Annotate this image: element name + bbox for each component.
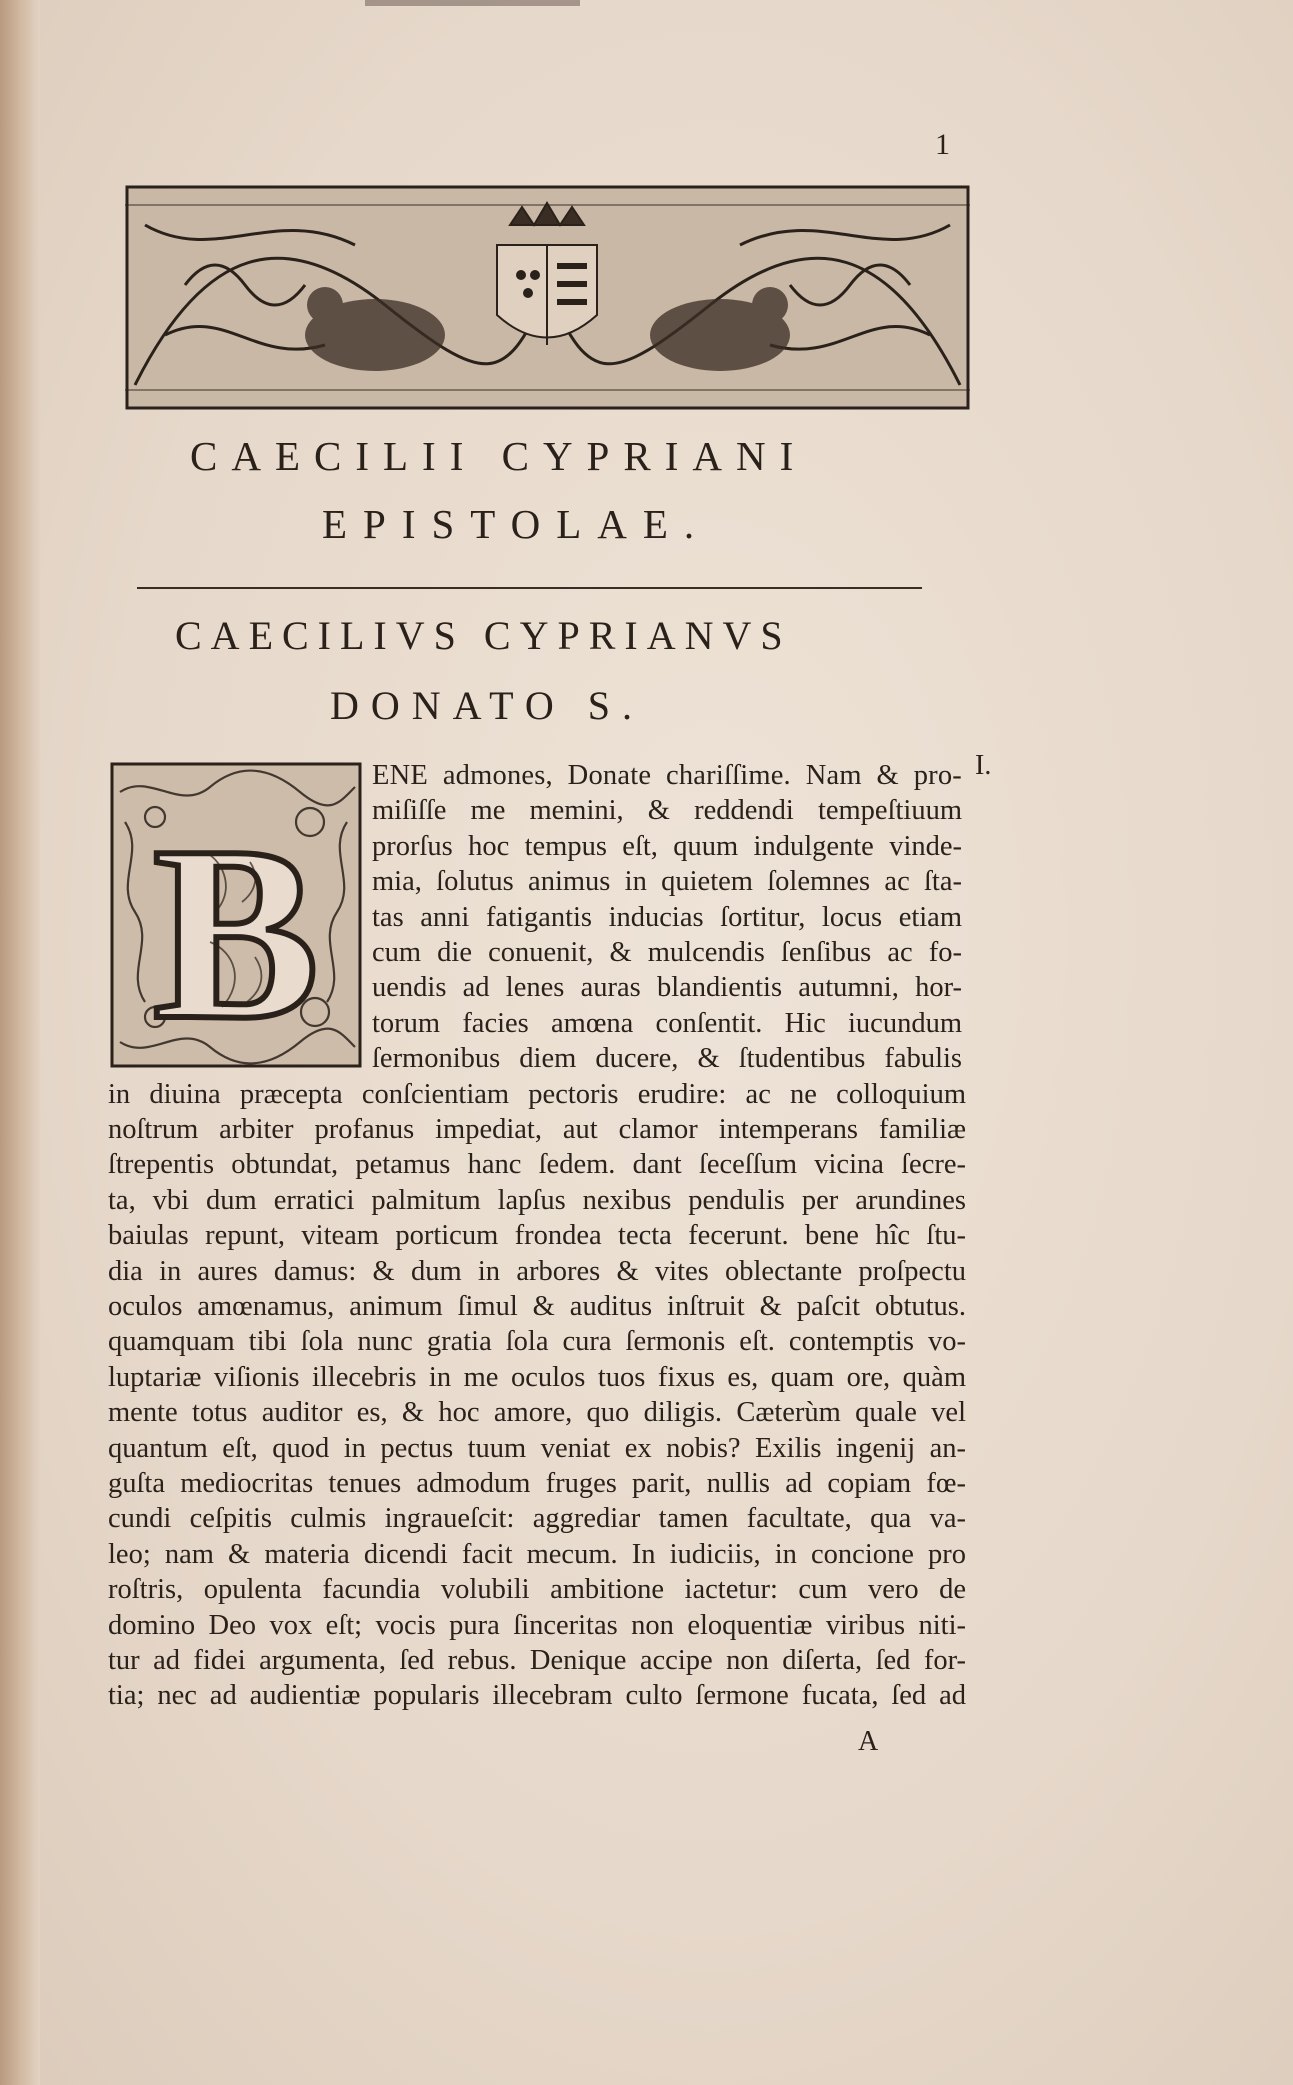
- text-line: ſtrepentis obtundat, petamus hanc ſedem. dant ſeceſſum vicina ſecre-: [108, 1149, 966, 1181]
- text-line: quantum eſt, quod in pectus tuum veniat ex nobis? Exilis ingenij an-: [108, 1432, 966, 1464]
- text-line: cum die conuenit, & mulcendis ſenſibus ac fo-: [372, 937, 962, 968]
- text-line: roſtris, opulenta facundia volubili ambitione iactetur: cum vero de: [108, 1574, 966, 1606]
- letter-heading-line-1: CAECILIVS CYPRIANVS: [175, 613, 792, 658]
- page-gutter-shadow: [0, 0, 40, 2085]
- initial-letter: B: [152, 795, 320, 1068]
- letter-heading-line-2: DONATO S.: [330, 683, 644, 728]
- text-line: in diuina præcepta conſcientiam pectoris erudire: ac ne colloquium: [108, 1078, 966, 1110]
- text-line: ſermonibus diem ducere, & ſtudentibus fabulis: [372, 1043, 962, 1075]
- text-line: torum facies amœna conſentit. Hic iucundum: [372, 1007, 962, 1039]
- text-line: guſta mediocritas tenues admodum fruges parit, nullis ad copiam fœ-: [108, 1468, 966, 1499]
- text-line: tia; nec ad audientiæ popularis illecebram culto ſermone fucata, ſed ad: [108, 1680, 966, 1712]
- text-line: tas anni fatigantis inducias ſortitur, locus etiam: [372, 901, 962, 933]
- text-line: cundi ceſpitis culmis ingraueſcit: aggrediar tamen facultate, qua va-: [108, 1503, 966, 1535]
- signature-mark: A: [858, 1726, 879, 1757]
- text-line: domino Deo vox eſt; vocis pura ſinceritas non eloquentiæ viribus niti-: [108, 1609, 966, 1641]
- text-line: oculos amœnamus, animum ſimul & auditus inſtruit & paſcit obtutus.: [108, 1291, 966, 1322]
- text-line: miſiſſe me memini, & reddendi tempeſtiuum: [372, 795, 962, 827]
- title-line-1: CAECILII CYPRIANI: [190, 433, 808, 479]
- text-line: luptariæ viſionis illecebris in me oculos tuos fixus es, quam ore, quàm: [108, 1361, 966, 1393]
- decorated-initial: [110, 762, 362, 1068]
- text-line: prorſus hoc tempus eſt, quum indulgente vinde-: [372, 830, 962, 862]
- margin-letter-number: I.: [975, 750, 992, 781]
- folio-number: 1: [935, 128, 950, 161]
- title-line-2: EPISTOLAE.: [322, 501, 711, 547]
- text-line: ENE admones, Donate chariſſime. Nam & pro-: [372, 760, 962, 791]
- text-line: uendis ad lenes auras blandientis autumni, hor-: [372, 972, 962, 1004]
- text-line: dia in aures damus: & dum in arbores & vites oblectante proſpectu: [108, 1255, 966, 1287]
- text-line: quamquam tibi ſola nunc gratia ſola cura ſermonis eſt. contemptis vo-: [108, 1326, 966, 1358]
- text-line: baiulas repunt, viteam porticum frondea tecta fecerunt. bene hîc ſtu-: [108, 1220, 966, 1252]
- text-line: mente totus auditor es, & hoc amore, quo diligis. Cæterùm quale vel: [108, 1397, 966, 1429]
- text-line: ta, vbi dum erratici palmitum lapſus nexibus pendulis per arundines: [108, 1184, 966, 1216]
- title-rule: [137, 587, 922, 589]
- text-line: noſtrum arbiter profanus impediat, aut clamor intemperans familiæ: [108, 1114, 966, 1145]
- headpiece-ornament: [125, 185, 970, 410]
- text-line: mia, ſolutus animus in quietem ſolemnes ac ſta-: [372, 866, 962, 898]
- text-line: tur ad fidei argumenta, ſed rebus. Denique accipe non diſerta, ſed for-: [108, 1645, 966, 1676]
- text-line: leo; nam & materia dicendi facit mecum. In iudiciis, in concione pro: [108, 1538, 966, 1570]
- top-edge-mark: [365, 0, 580, 6]
